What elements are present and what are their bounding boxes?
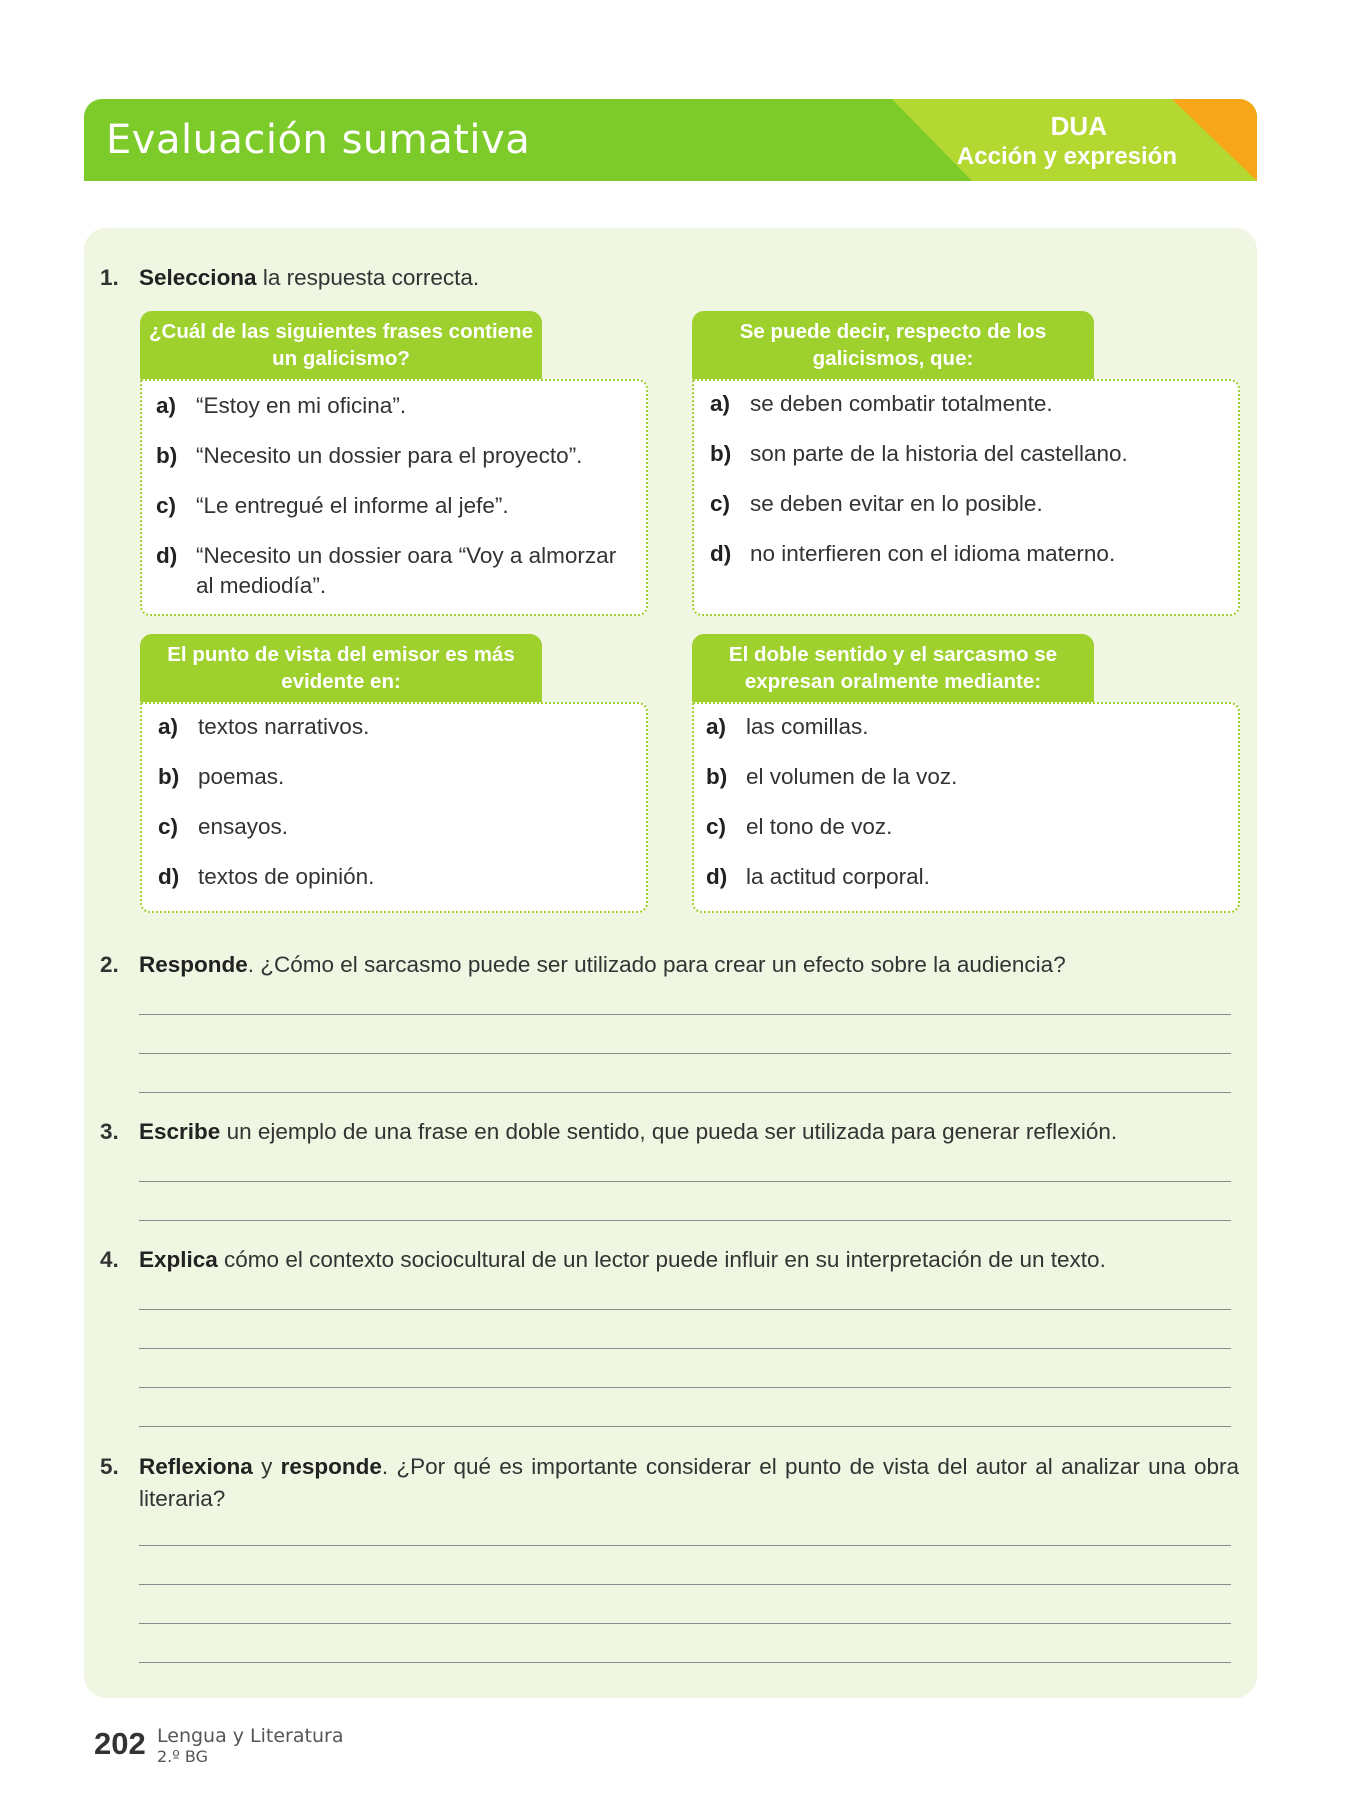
option-letter: b) [156,443,178,468]
question-number: 2. [100,952,119,977]
option-letter: a) [156,393,177,418]
option-text: se deben evitar en lo posible. [750,491,1043,516]
option-text: textos de opinión. [198,864,375,889]
question-verb: Selecciona [139,265,257,290]
option-text: no interfieren con el idioma materno. [750,541,1116,566]
option-text: “Estoy en mi oficina”. [196,393,407,418]
question-rest: . ¿Cómo el sarcasmo puede ser utilizado para crear un efecto sobre la audiencia? [247,952,1066,977]
grade-label: 2.º BG [157,1747,208,1766]
dua-title: DUA [1050,111,1107,141]
option-text: la actitud corporal. [746,864,930,889]
option-letter: c) [706,814,727,839]
question-number: 5. [100,1454,119,1479]
dua-subtitle: Acción y expresión [956,143,1177,170]
question-number: 3. [100,1119,119,1144]
answer-line[interactable] [139,1623,1231,1624]
option-text: se deben combatir totalmente. [750,391,1053,416]
card-options [692,702,1240,913]
page-title: Evaluación sumativa [106,117,531,163]
question-text [139,262,479,294]
answer-line[interactable] [139,1584,1231,1585]
option-letter: b) [706,764,728,789]
answer-line[interactable] [139,1545,1231,1546]
question-text [139,1244,1106,1276]
question-number: 4. [100,1247,119,1272]
page-number: 202 [94,1726,146,1761]
question-joiner: y [252,1454,281,1479]
card-options [692,379,1240,616]
question-text [139,1116,1117,1148]
card-options [140,379,648,616]
question-verb: Responde [139,952,248,977]
option-d[interactable] [156,541,636,601]
option-letter: a) [706,714,727,739]
option-letter: d) [710,541,732,566]
option-text: poemas. [198,764,285,789]
option-text: las comillas. [746,714,869,739]
question-rest: . ¿Por qué es importante considerar el punto de vista del autor al analizar una obra literaria? [139,1454,1239,1511]
answer-line[interactable] [139,1092,1231,1093]
question-5 [100,1451,1240,1515]
option-letter: d) [156,543,178,568]
answer-line[interactable] [139,1662,1231,1663]
answer-line[interactable] [139,1348,1231,1349]
option-letter: c) [156,493,177,518]
card-question: ¿Cuál de las siguientes frases contiene un galicismo? [140,311,542,379]
question-2 [100,949,1240,981]
option-letter: c) [158,814,179,839]
option-letter: d) [706,864,728,889]
card-options [140,702,648,913]
question-number: 1. [100,265,119,290]
answer-line[interactable] [139,1014,1231,1015]
option-letter: b) [710,441,732,466]
option-letter: d) [158,864,180,889]
question-text [139,1451,1239,1515]
question-verb: Reflexiona [139,1454,253,1479]
question-1 [100,262,1240,294]
question-rest: la respuesta correcta. [256,265,480,290]
question-verb-2: responde [280,1454,382,1479]
option-letter: a) [710,391,731,416]
question-rest: un ejemplo de una frase en doble sentido, que pueda ser utilizada para generar reflexión. [220,1119,1118,1144]
option-text: “Necesito un dossier para el proyecto”. [196,443,583,468]
option-letter: a) [158,714,179,739]
option-text: el volumen de la voz. [746,764,958,789]
option-letter: b) [158,764,180,789]
answer-line[interactable] [139,1053,1231,1054]
option-text: son parte de la historia del castellano. [750,441,1128,466]
answer-line[interactable] [139,1181,1231,1182]
option-text: ensayos. [198,814,289,839]
option-letter: c) [710,491,731,516]
question-text [139,949,1066,981]
option-text: “Le entregué el informe al jefe”. [196,493,509,518]
card-question: El doble sentido y el sarcasmo se expresan oralmente mediante: [692,634,1094,702]
option-text: textos narrativos. [198,714,370,739]
subject-label: Lengua y Literatura [157,1725,344,1747]
answer-line[interactable] [139,1387,1231,1388]
card-question: El punto de vista del emisor es más evidente en: [140,634,542,702]
question-rest: cómo el contexto sociocultural de un lector puede influir en su interpretación de un texto. [217,1247,1106,1272]
answer-line[interactable] [139,1426,1231,1427]
option-text: “Necesito un dossier oara “Voy a almorzar al mediodía”. [196,543,617,598]
question-verb: Explica [139,1247,218,1272]
answer-line[interactable] [139,1220,1231,1221]
question-4 [100,1244,1240,1276]
answer-line[interactable] [139,1309,1231,1310]
option-text: el tono de voz. [746,814,893,839]
question-3 [100,1116,1240,1148]
header-banner [84,99,1257,181]
question-verb: Escribe [139,1119,221,1144]
card-question: Se puede decir, respecto de los galicismos, que: [692,311,1094,379]
